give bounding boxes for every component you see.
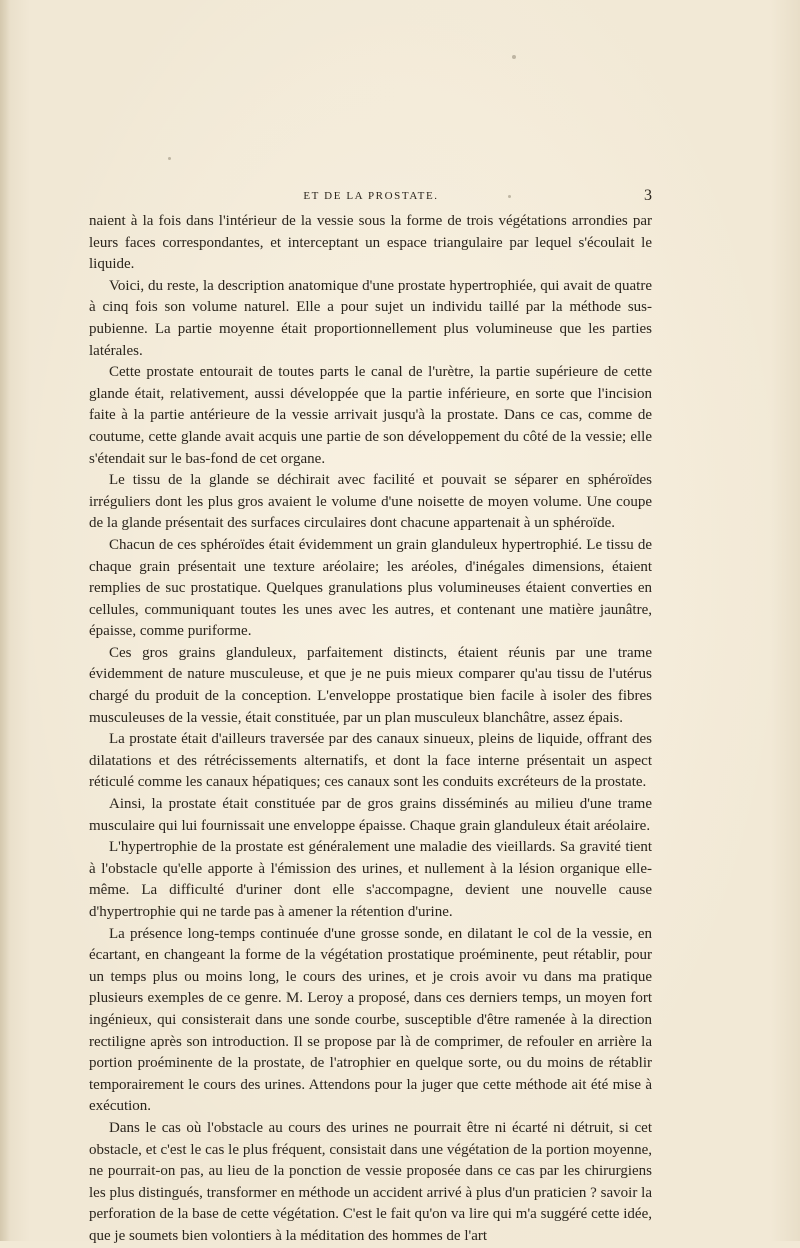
- paragraph: Dans le cas où l'obstacle au cours des urines ne pourrait être ni écarté ni détruit, si cet obstacle, et c'est le cas le plus fréquent, consistait dans une végétation de la portion moyenne, ne pourrait-on pas, au lieu de la ponction de vessie proposée dans ce cas par les chirurgiens les plus distingués, transformer en méthode un accident arrivé à plus d'un praticien ? savoir la perforation de la base de cette végétation. C'est le fait qu'on va lire qui m'a suggéré cette idée, que je soumets bien volontiers à la méditation des hommes de l'art: [89, 1119, 652, 1244]
- running-title: ET DE LA PROSTATE.: [303, 190, 439, 202]
- paper-speck: [512, 55, 516, 59]
- paragraph: La présence long-temps continuée d'une grosse sonde, en dilatant le col de la vessie, en écartant, en changeant la forme de la végétation prostatique proéminente, peut rétablir, pour un temps plus ou moins long, le cours des urines, et je crois avoir vu dans ma pratique plusieurs exemples de ce genre. M. Leroy a proposé, dans ces derniers temps, un moyen fort ingénieux, qui consisterait dans une sonde courbe, susceptible d'être ramenée à la direction rectiligne après son introduction. Il se propose par là de comprimer, de refouler en arrière la portion proéminente de la prostate, de l'atrophier en quelque sorte, ou du moins de rétablir temporairement le cours des urines. Attendons pour la juger que cette méthode ait été mise à exécution.: [89, 925, 652, 1115]
- paper-speck: [168, 157, 171, 160]
- paragraph: Voici, du reste, la description anatomique d'une prostate hypertrophiée, qui avait de quatre à cinq fois son volume naturel. Elle a pour sujet un individu taillé par la méthode sus-pubienne. La partie moyenne était proportionnellement plus volumineuse que les parties latérales.: [89, 277, 652, 359]
- paragraph: Le tissu de la glande se déchirait avec facilité et pouvait se séparer en sphéroïdes irréguliers dont les plus gros avaient le volume d'une noisette de moyen volume. Une coupe de la glande présentait des surfaces circulaires dont chacune appartenait à un sphéroïde.: [89, 472, 652, 532]
- paragraph: Chacun de ces sphéroïdes était évidemment un grain glanduleux hypertrophié. Le tissu de chaque grain présentait une texture aréolaire; les aréoles, d'inégales dimensions, étaient remplies de suc prostatique. Quelques granulations plus volumineuses étaient converties en cellules, communiquant toutes les unes avec les autres, et contenant une matière jaunâtre, épaisse, comme puriforme.: [89, 536, 652, 640]
- page-header: [88, 186, 654, 206]
- paragraph: Ainsi, la prostate était constituée par de gros grains disséminés au milieu d'une trame musculaire qui lui fournissait une enveloppe épaisse. Chaque grain glanduleux était aréolaire.: [89, 796, 652, 834]
- paragraph: naient à la fois dans l'intérieur de la vessie sous la forme de trois végétations arrondies par leurs faces correspondantes, et interceptant un espace triangulaire par lequel s'écoulait le liquide.: [89, 213, 652, 273]
- paragraph: Ces gros grains glanduleux, parfaitement distincts, étaient réunis par une trame évidemment de nature musculeuse, et que je ne puis mieux comparer qu'au tissu de l'utérus chargé du produit de la conception. L'enveloppe prostatique bien facile à isoler des fibres musculeuses de la vessie, était constituée, par un plan musculeux blanchâtre, assez épais.: [89, 644, 652, 726]
- page-spine-shadow: [0, 0, 10, 1241]
- paragraph: L'hypertrophie de la prostate est généralement une maladie des vieillards. Sa gravité tient à l'obstacle qu'elle apporte à l'émission des urines, et nullement à la lésion organique elle-même. La difficulté d'uriner dont elle s'accompagne, devient une nouvelle cause d'hypertrophie qui ne tarde pas à amener la rétention d'urine.: [89, 839, 652, 920]
- page-number: 3: [644, 187, 652, 204]
- body-text: [89, 211, 652, 1248]
- paragraph: La prostate était d'ailleurs traversée par des canaux sinueux, pleins de liquide, offrant des dilatations et des rétrécissements alternatifs, et dont la face interne présentait un aspect réticulé comme les canaux hépatiques; ces canaux sont les conduits excréteurs de la prostate.: [89, 731, 652, 791]
- paragraph: Cette prostate entourait de toutes parts le canal de l'urètre, la partie supérieure de cette glande était, relativement, aussi développée que la partie inférieure, en sorte que l'incision faite à la partie antérieure de la vessie arrivait jusqu'à la prostate. Dans ce cas, comme de coutume, cette glande avait acquis une partie de son développement du côté de la vessie; elle s'étendait sur le bas-fond de cet organe.: [89, 364, 652, 467]
